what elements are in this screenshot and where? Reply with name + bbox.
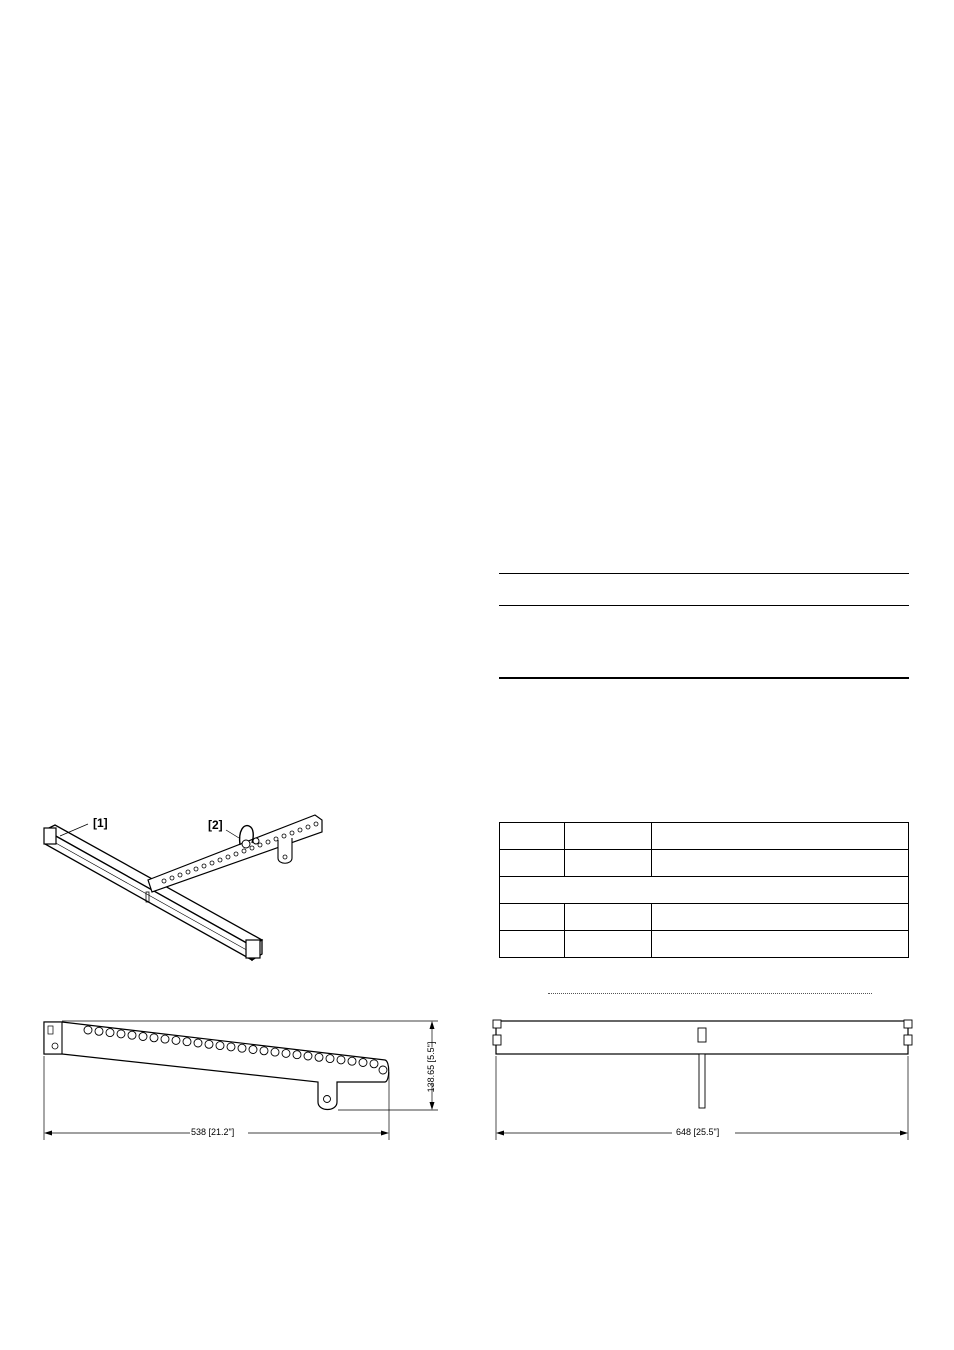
table-row	[500, 823, 909, 850]
dimension-side-height: 138.65 [5.5"]	[426, 1041, 436, 1093]
dimension-front-width: 648 [25.5"]	[676, 1127, 720, 1137]
side-view-drawing	[40, 1012, 450, 1147]
rule-bottom	[499, 677, 909, 679]
callout-2: [2]	[208, 818, 223, 832]
table-row	[500, 877, 909, 904]
rule-middle	[499, 605, 909, 606]
table-row	[500, 904, 909, 931]
spec-table	[499, 822, 909, 958]
table-row	[500, 931, 909, 958]
callout-1: [1]	[93, 816, 108, 830]
frame-isometric-drawing	[40, 810, 340, 980]
table-row	[500, 850, 909, 877]
rule-top	[499, 573, 909, 574]
dimension-side-width: 538 [21.2"]	[191, 1127, 235, 1137]
dotted-rule	[548, 993, 872, 994]
